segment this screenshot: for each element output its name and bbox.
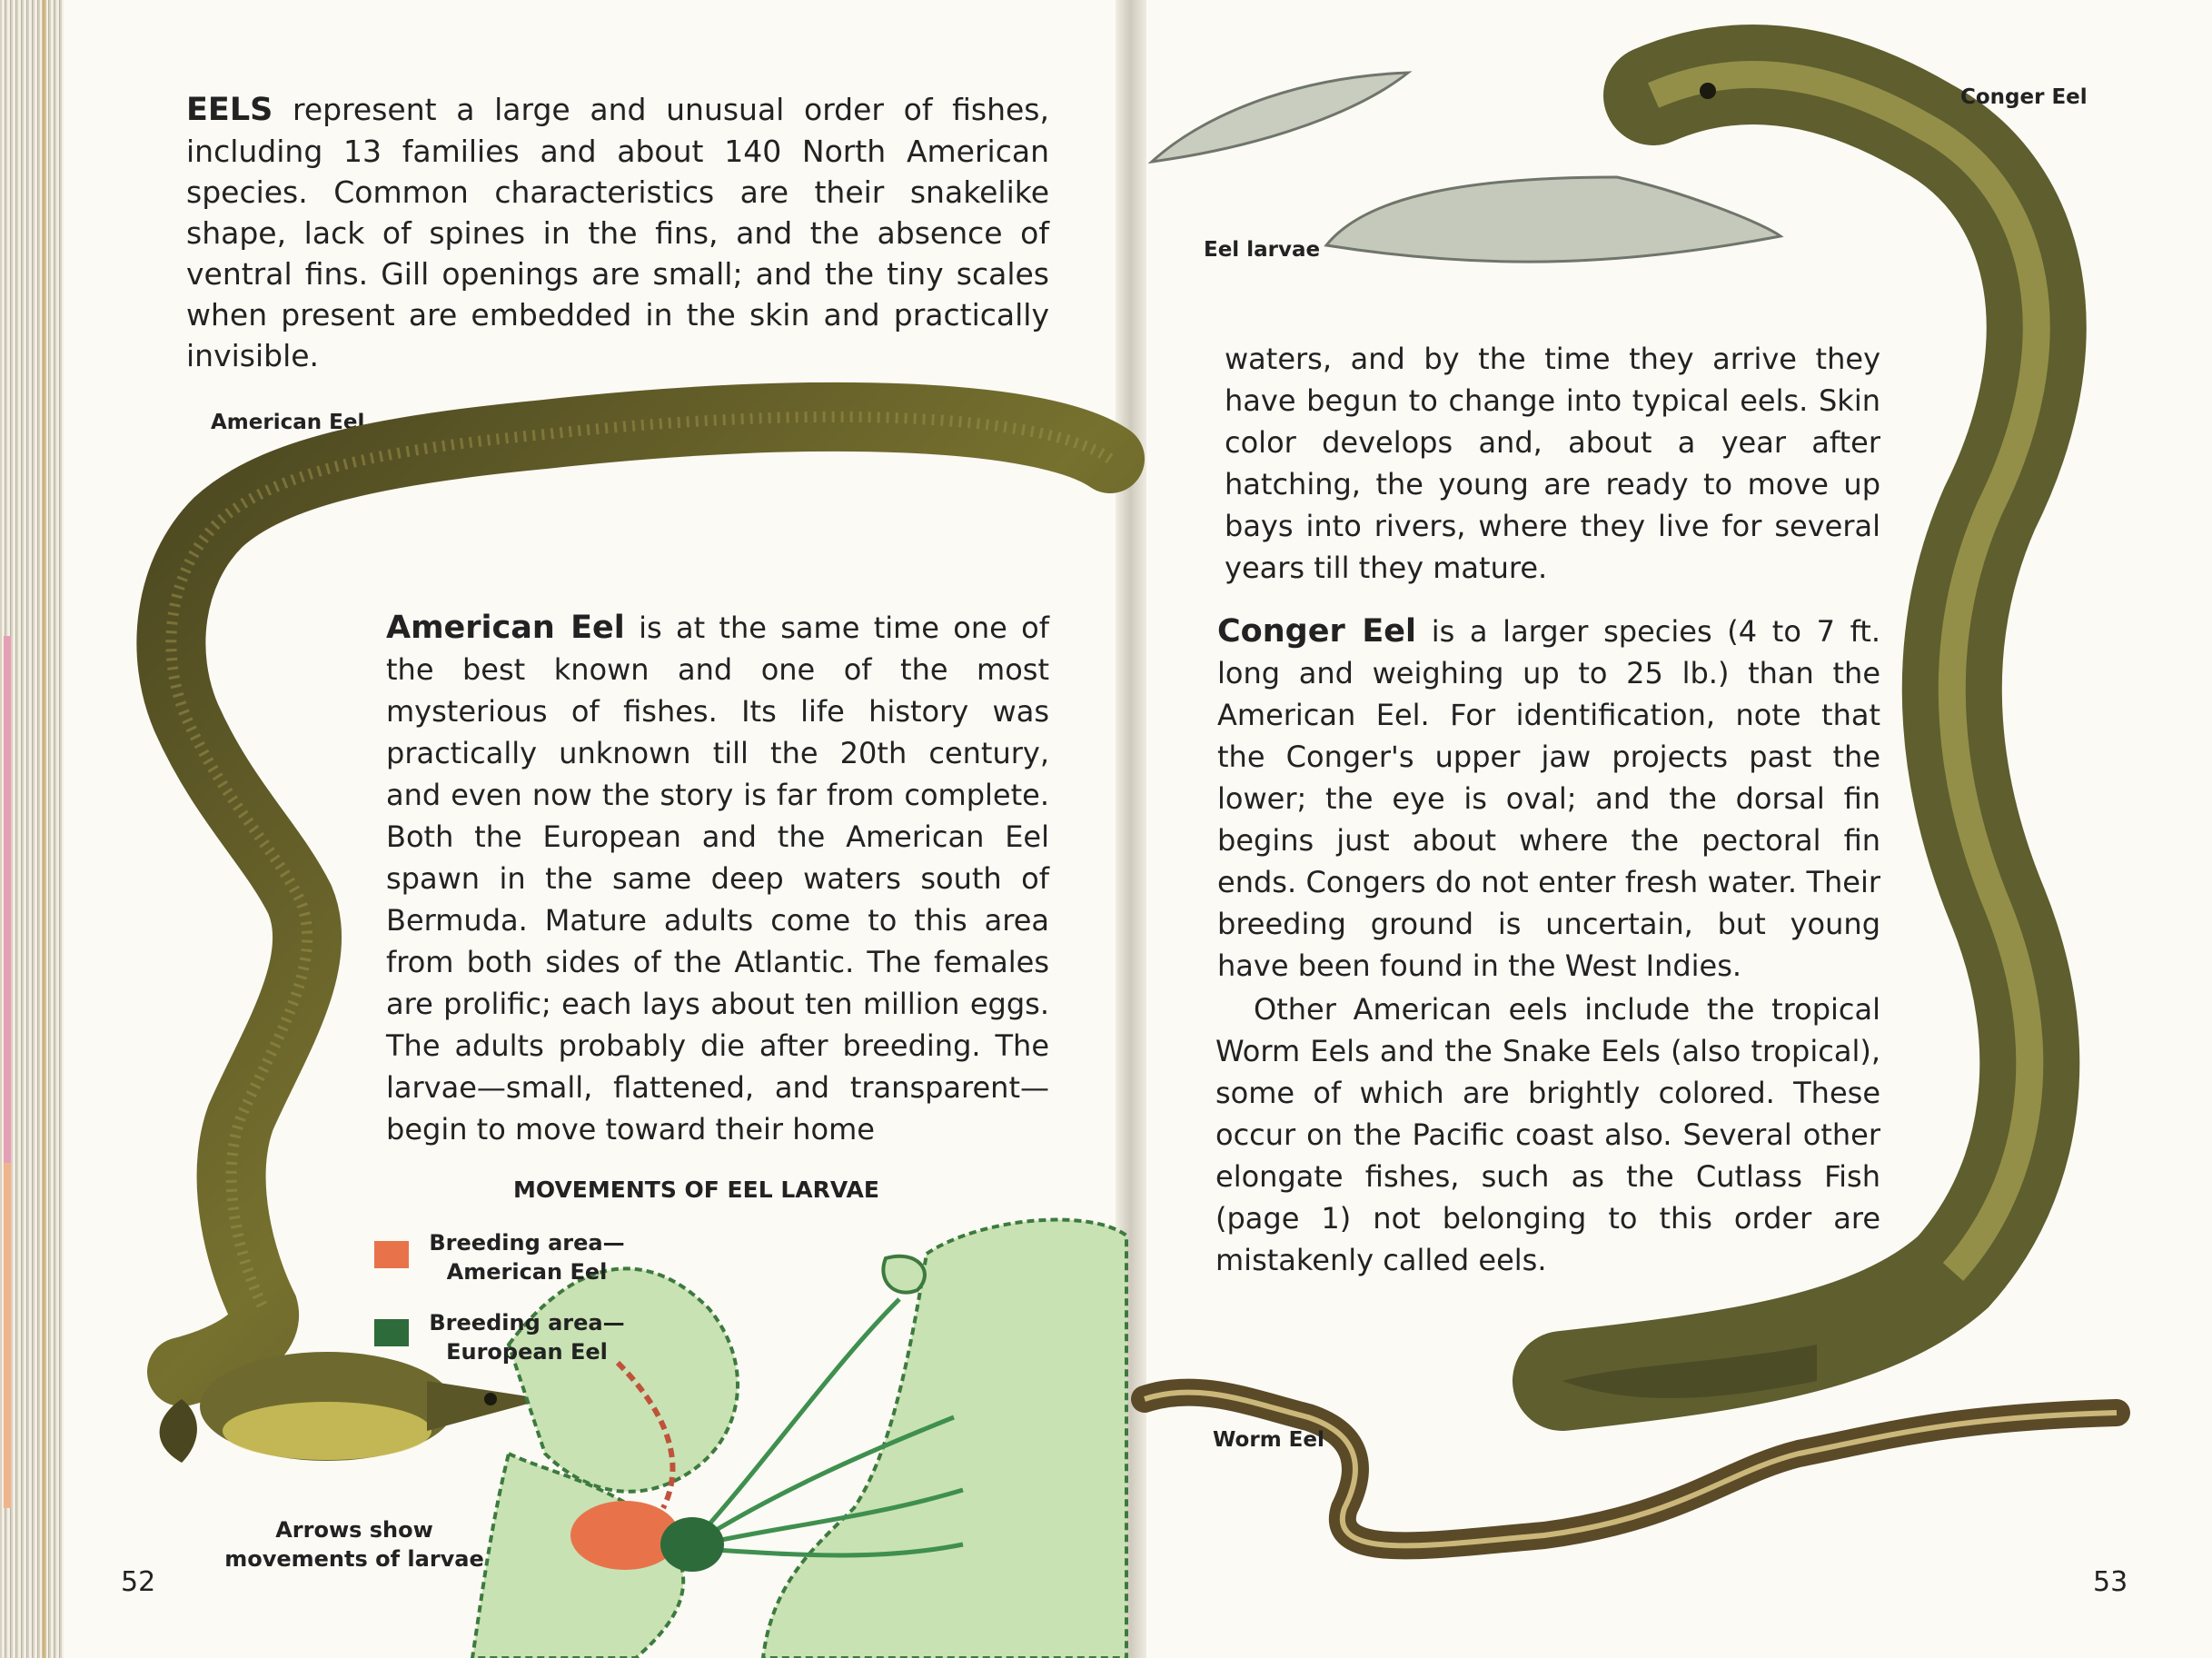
legend-european-line2: European Eel xyxy=(446,1339,608,1365)
page-number-left: 52 xyxy=(121,1566,156,1598)
continued-paragraph: waters, and by the time they arrive they have begun to change into typical eels. Skin color develops and, about a year after hatching, the young are ready to move up bays into rivers, where they live for several years till they mature. xyxy=(1225,342,1880,585)
conger-eel-paragraph xyxy=(1217,611,1880,987)
american-eel-label: American Eel xyxy=(211,411,365,434)
eel-larvae-label: Eel larvae xyxy=(1204,238,1321,262)
legend-american-line2: American Eel xyxy=(446,1259,608,1285)
conger-eel-text: is a larger species (4 to 7 ft. long and weighing up to 25 lb.) than the American Eel. For identification, note that the Conger's upper jaw projects past the lower; the eye is oval; and the dorsal fin begins just about where the pectoral fin ends. Congers do not enter fresh water. Their breeding ground is uncertain, but young have been found in the West Indies. xyxy=(1217,614,1881,983)
conger-eel-label: Conger Eel xyxy=(1960,85,2088,109)
legend-american-line1: Breeding area— xyxy=(429,1230,625,1256)
legend-european-line1: Breeding area— xyxy=(429,1310,625,1335)
arrows-caption-line1: Arrows show xyxy=(275,1517,433,1543)
conger-eel-lead: Conger Eel xyxy=(1217,613,1417,650)
page-number-right: 53 xyxy=(2093,1566,2128,1598)
eel-larva-1 xyxy=(1152,73,1408,162)
intro-text: represent a large and unusual order of fishes, including 13 families and about 140 North American species. Common characteristics are their snakelike shape, lack of spines in the fins, and the absence of ventral fins. Gill openings are small; and the tiny scales when present are embedded in the skin and practically invisible. xyxy=(186,92,1049,373)
eel-larva-2 xyxy=(1326,177,1781,262)
arrows-caption-line2: movements of larvae xyxy=(224,1546,484,1572)
conger-eel-eye xyxy=(1700,83,1716,99)
intro-lead: EELS xyxy=(186,92,273,128)
american-eel-text: is at the same time one of the best known and one of the most mysterious of fishes. Its life history was practically unknown till the 20th century, and even now the story is far from complete. Both the European and the American Eel spawn in the same deep waters south of Bermuda. Mature adults come to this area from both sides of the Atlantic. The females are prolific; each lays about ten million eggs. The adults probably die after breeding. The larvae—small, flattened, and transparent—begin to move toward their home xyxy=(386,611,1049,1147)
other-eels-paragraph: Other American eels include the tropical Worm Eels and the Snake Eels (also tropical), some of which are brightly colored. These occur on the Pacific coast also. Several other elongate fishes, such as the Cutlass Fish (page 1) not belonging to this order are mistakenly called eels. xyxy=(1215,992,1880,1277)
map-title: MOVEMENTS OF EEL LARVAE xyxy=(513,1176,879,1203)
worm-eel-label: Worm Eel xyxy=(1213,1428,1324,1452)
american-eel-lead: American Eel xyxy=(386,610,625,646)
